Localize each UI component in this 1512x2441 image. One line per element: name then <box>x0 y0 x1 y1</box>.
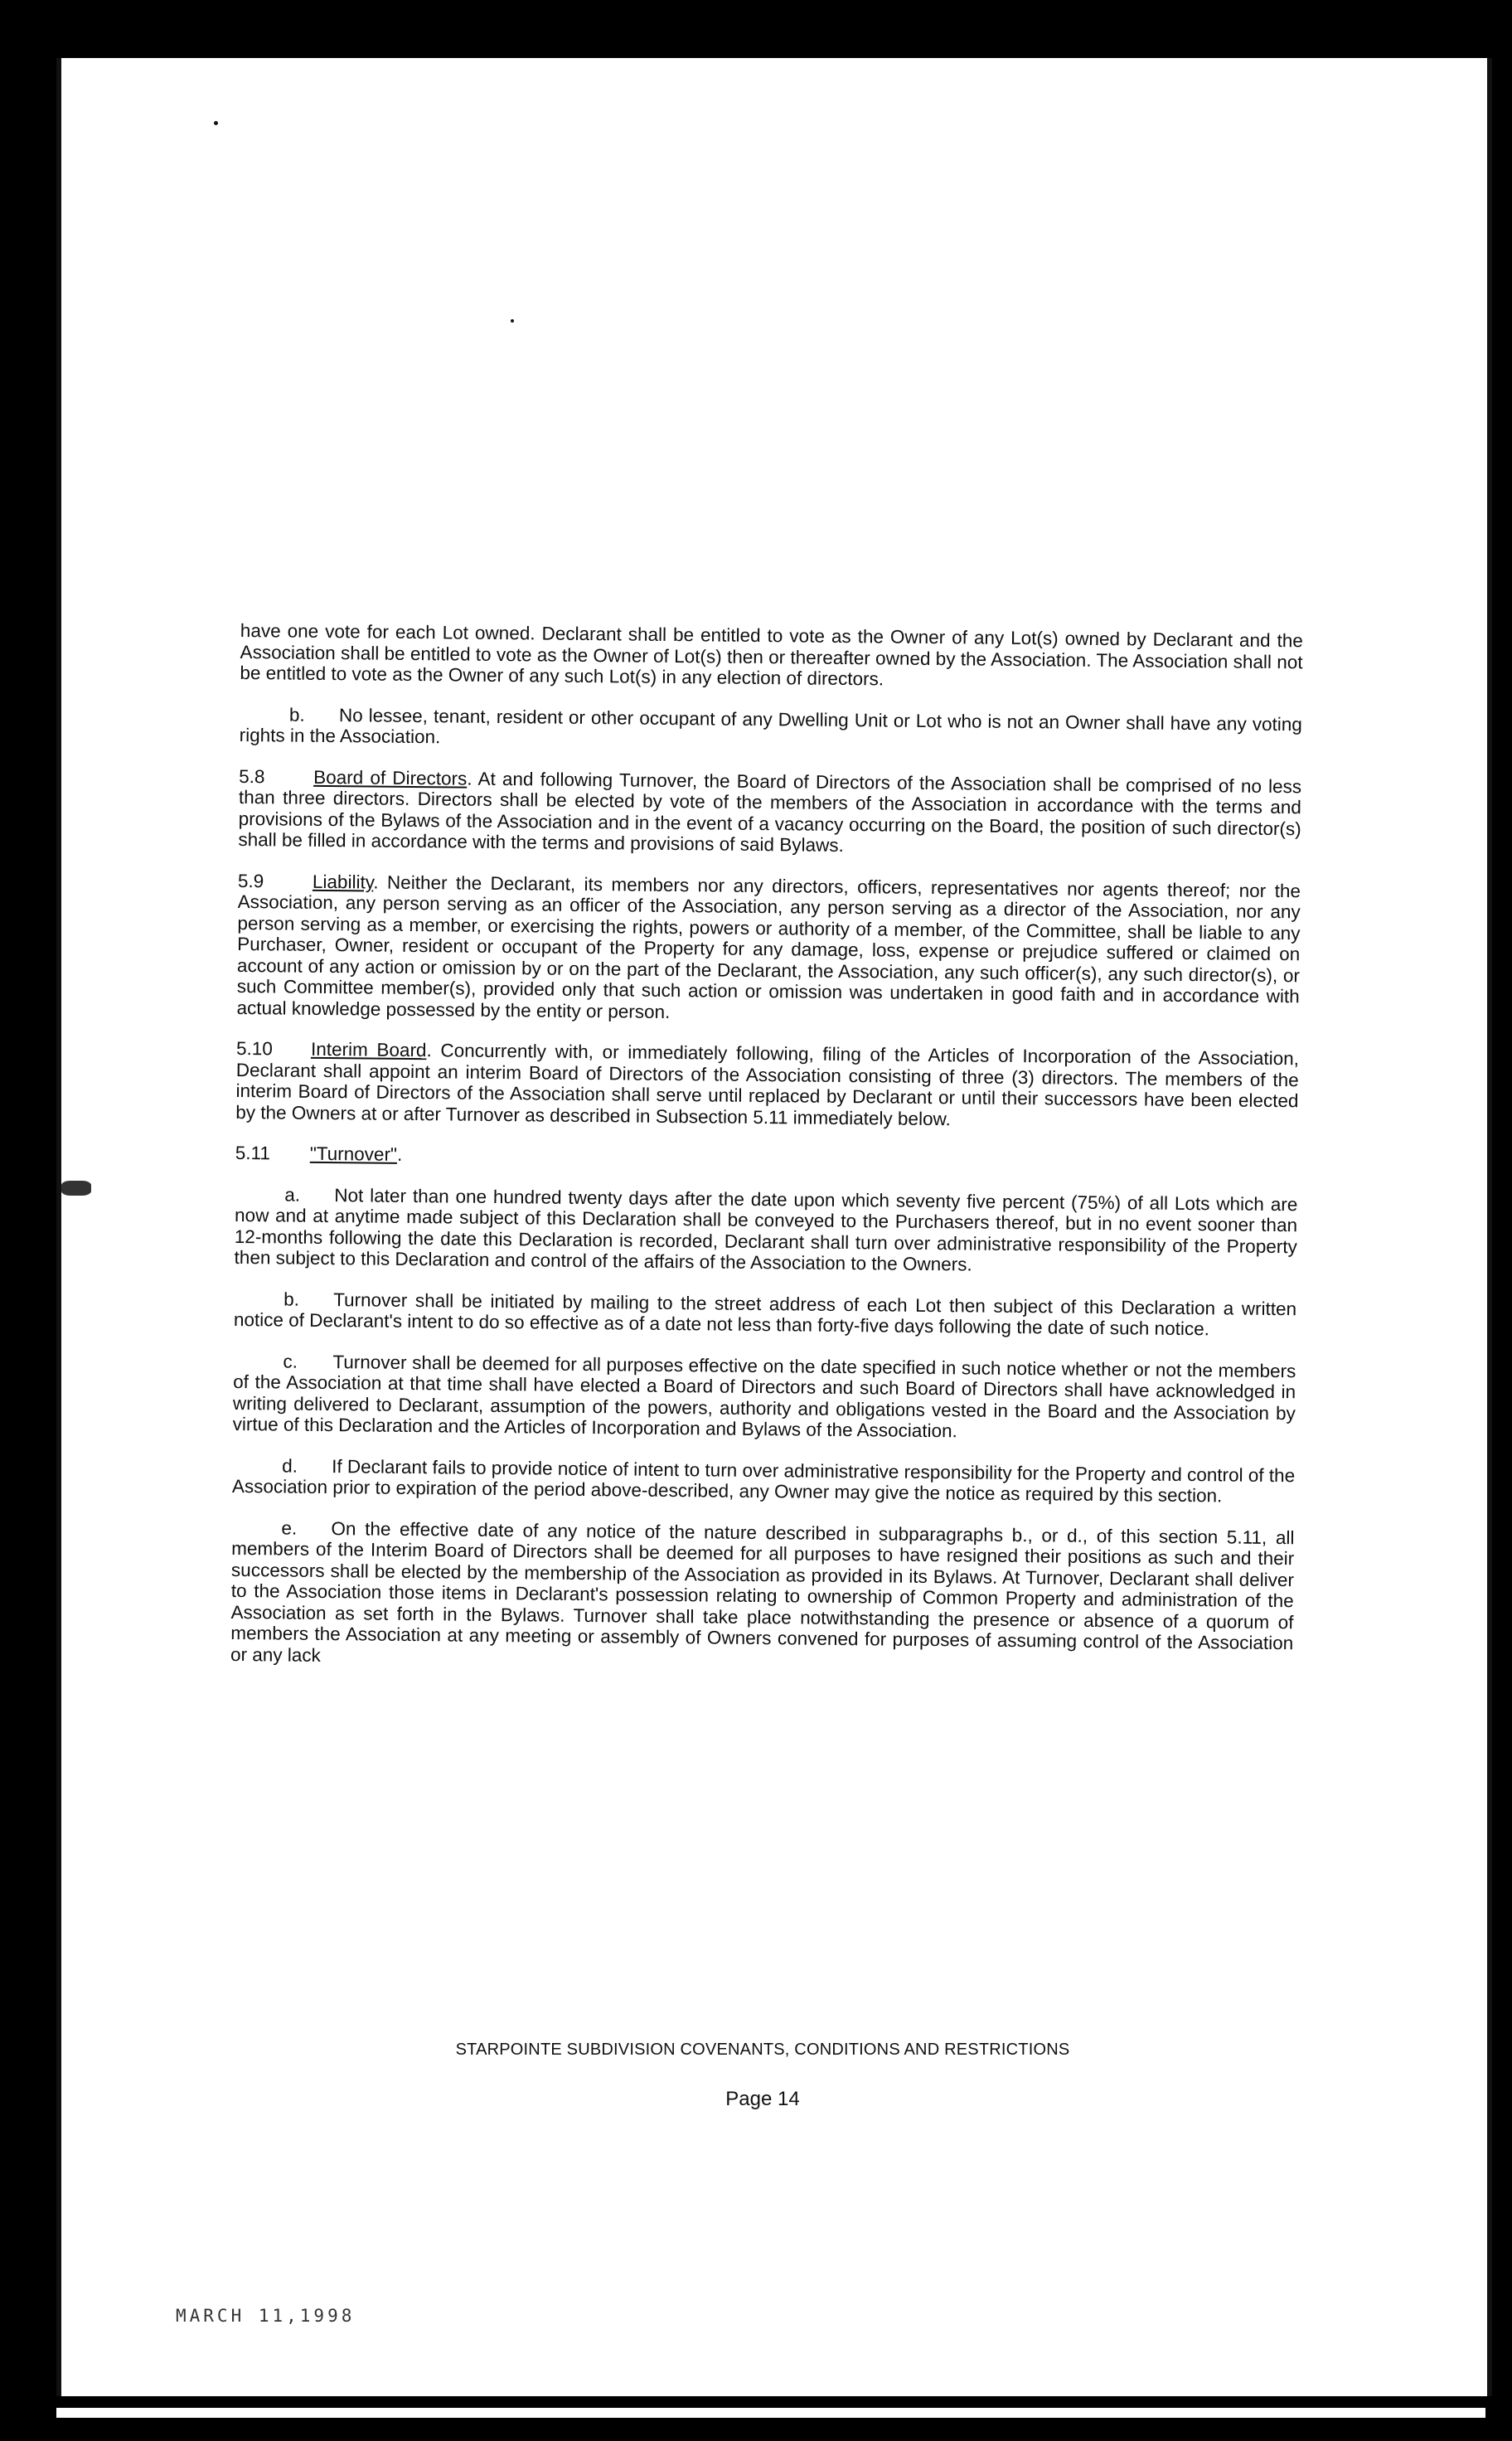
item-label: d. <box>282 1455 298 1477</box>
section-heading: "Turnover" <box>309 1143 398 1165</box>
scan-speck <box>61 1181 91 1196</box>
section-5-11 <box>235 1143 1298 1174</box>
section-5-9 <box>236 870 1301 1028</box>
item-text: If Declarant fails to provide notice of intent to turn over administrative responsibility for the Property and control of the Association prior to expiration of the period above-described, any Owner may give the notice as required by this section. <box>231 1455 1296 1507</box>
item-label: e. <box>281 1517 298 1539</box>
continuation-paragraph: have one vote for each Lot owned. Declarant shall be entitled to vote as the Owner of any Lot(s) owned by Declarant and the Association shall be entitled to vote as the Owner of Lot(s) then or thereafter owned by the Association. The Association shall not be entitled to vote as the Owner of any such Lot(s) in any election of directors. <box>240 620 1303 690</box>
paragraph-text: No lessee, tenant, resident or other occupant of any Dwelling Unit or Lot who is not an Owner shall have any voting rights in the Association. <box>239 704 1302 748</box>
turnover-item-b <box>234 1288 1296 1340</box>
item-label: a. <box>284 1184 301 1206</box>
turnover-item-e <box>230 1517 1295 1675</box>
scan-speck <box>214 121 218 125</box>
date-stamp: MARCH 11,1998 <box>176 2306 356 2326</box>
item-label: c. <box>283 1351 298 1372</box>
page-number: Page 14 <box>725 2088 800 2110</box>
section-5-8 <box>238 765 1301 860</box>
section-number: 5.8 <box>239 765 265 787</box>
turnover-item-c <box>233 1350 1296 1444</box>
paragraph-label: b. <box>288 704 305 726</box>
section-text: . At and following Turnover, the Board of Directors of the Association shall be comprised of no less than three directors. Directors shall be elected by vote of the members of the Association in accordance with the terms and provisions of the Bylaws of the Association and in the event of a vacancy occurring on the Board, the position of such director(s) shall be filled in accordance with the terms and provisions of said Bylaws. <box>238 768 1302 856</box>
turnover-item-a <box>234 1183 1297 1278</box>
scan-border-top <box>0 0 1512 58</box>
item-text: Turnover shall be deemed for all purposes effective on the date specified in such notice whether or not the members of the Association at that time shall have elected a Board of Directors and such Board of Directors shall have acknowledged in writing delivered to Declarant, assumption of the powers, authority and obligations vested in the Board and the Association by virtue of this Declaration and the Articles of Incorporation and Bylaws of the Association. <box>232 1351 1296 1442</box>
section-heading: Interim Board <box>310 1038 427 1061</box>
scan-border-bottom-line <box>0 2396 1512 2408</box>
paragraph-b <box>240 703 1302 755</box>
section-number: 5.11 <box>235 1142 271 1164</box>
section-heading-suffix: . <box>396 1143 403 1165</box>
section-5-10 <box>235 1038 1299 1133</box>
scan-border-bottom <box>0 2418 1512 2441</box>
scan-speck <box>511 319 514 323</box>
section-number: 5.9 <box>237 870 264 891</box>
item-label: b. <box>284 1288 300 1310</box>
section-heading: Board of Directors <box>313 766 468 789</box>
scan-border-left <box>0 0 56 2441</box>
section-heading: Liability <box>312 871 374 893</box>
document-body <box>230 620 1303 1695</box>
section-text: . Neither the Declarant, its members nor any directors, officers, representatives nor agents thereof; nor the Association, any person serving as an officer of the Association, any person serving as a director of the Association, nor any person serving as a member, or exercising the rights, powers or authority of a member, of the Committee, shall be liable to any Purchaser, Owner, resident or occupant of the Property for any damage, loss, expense or prejudice suffered or claimed on account of any action or omission by or on the part of the Declarant, the Association, any such officer(s), any such director(s), or such Committee member(s), provided only that such action or omission was undertaken in good faith and in accordance with actual knowledge possessed by the entity or person. <box>236 871 1301 1022</box>
turnover-item-d <box>232 1454 1295 1507</box>
item-text: On the effective date of any notice of the nature described in subparagraphs b., or d., of this section 5.11, all members of the Interim Board of Directors shall be deemed for all purposes to have resigned their positions as such and their successors shall be elected by the membership of the Association as provided in its Bylaws. At Turnover, Declarant shall deliver to the Association those items in Declarant's possession relating to ownership of Common Property and administration of the Association as set forth in the Bylaws. Turnover shall take place notwithstanding the presence or absence of a quorum of members the Association at any meeting or assembly of Owners convened for purposes of assuming control of the Association or any lack <box>230 1517 1295 1666</box>
section-number: 5.10 <box>235 1037 273 1060</box>
item-text: Not later than one hundred twenty days after the date upon which seventy five percent (75%) of all Lots which are now and at anytime made subject of this Declaration shall be conveyed to the Purchasers thereof, but in no event sooner than 12-months following the date this Declaration is recorded, Declarant shall turn over administrative responsibility of the Property then subject to this Declaration and control of the affairs of the Association to the Owners. <box>234 1184 1298 1275</box>
section-text: . Concurrently with, or immediately following, filing of the Articles of Incorporation of the Association, Declarant shall appoint an interim Board of Directors of the Association consisting of three (3) directors. The members of the interim Board of Directors of the Association shall serve until replaced by Declarant or until their successors have been elected by the Owners at or after Turnover as described in Subsection 5.11 immediately below. <box>235 1040 1300 1129</box>
item-text: Turnover shall be initiated by mailing to the street address of each Lot then subject of this Declaration a written notice of Declarant's intent to do so effective as of a date not less than forty-five days following the date of such notice. <box>233 1288 1297 1340</box>
footer-title: STARPOINTE SUBDIVISION COVENANTS, CONDITIONS AND RESTRICTIONS <box>455 2041 1070 2059</box>
